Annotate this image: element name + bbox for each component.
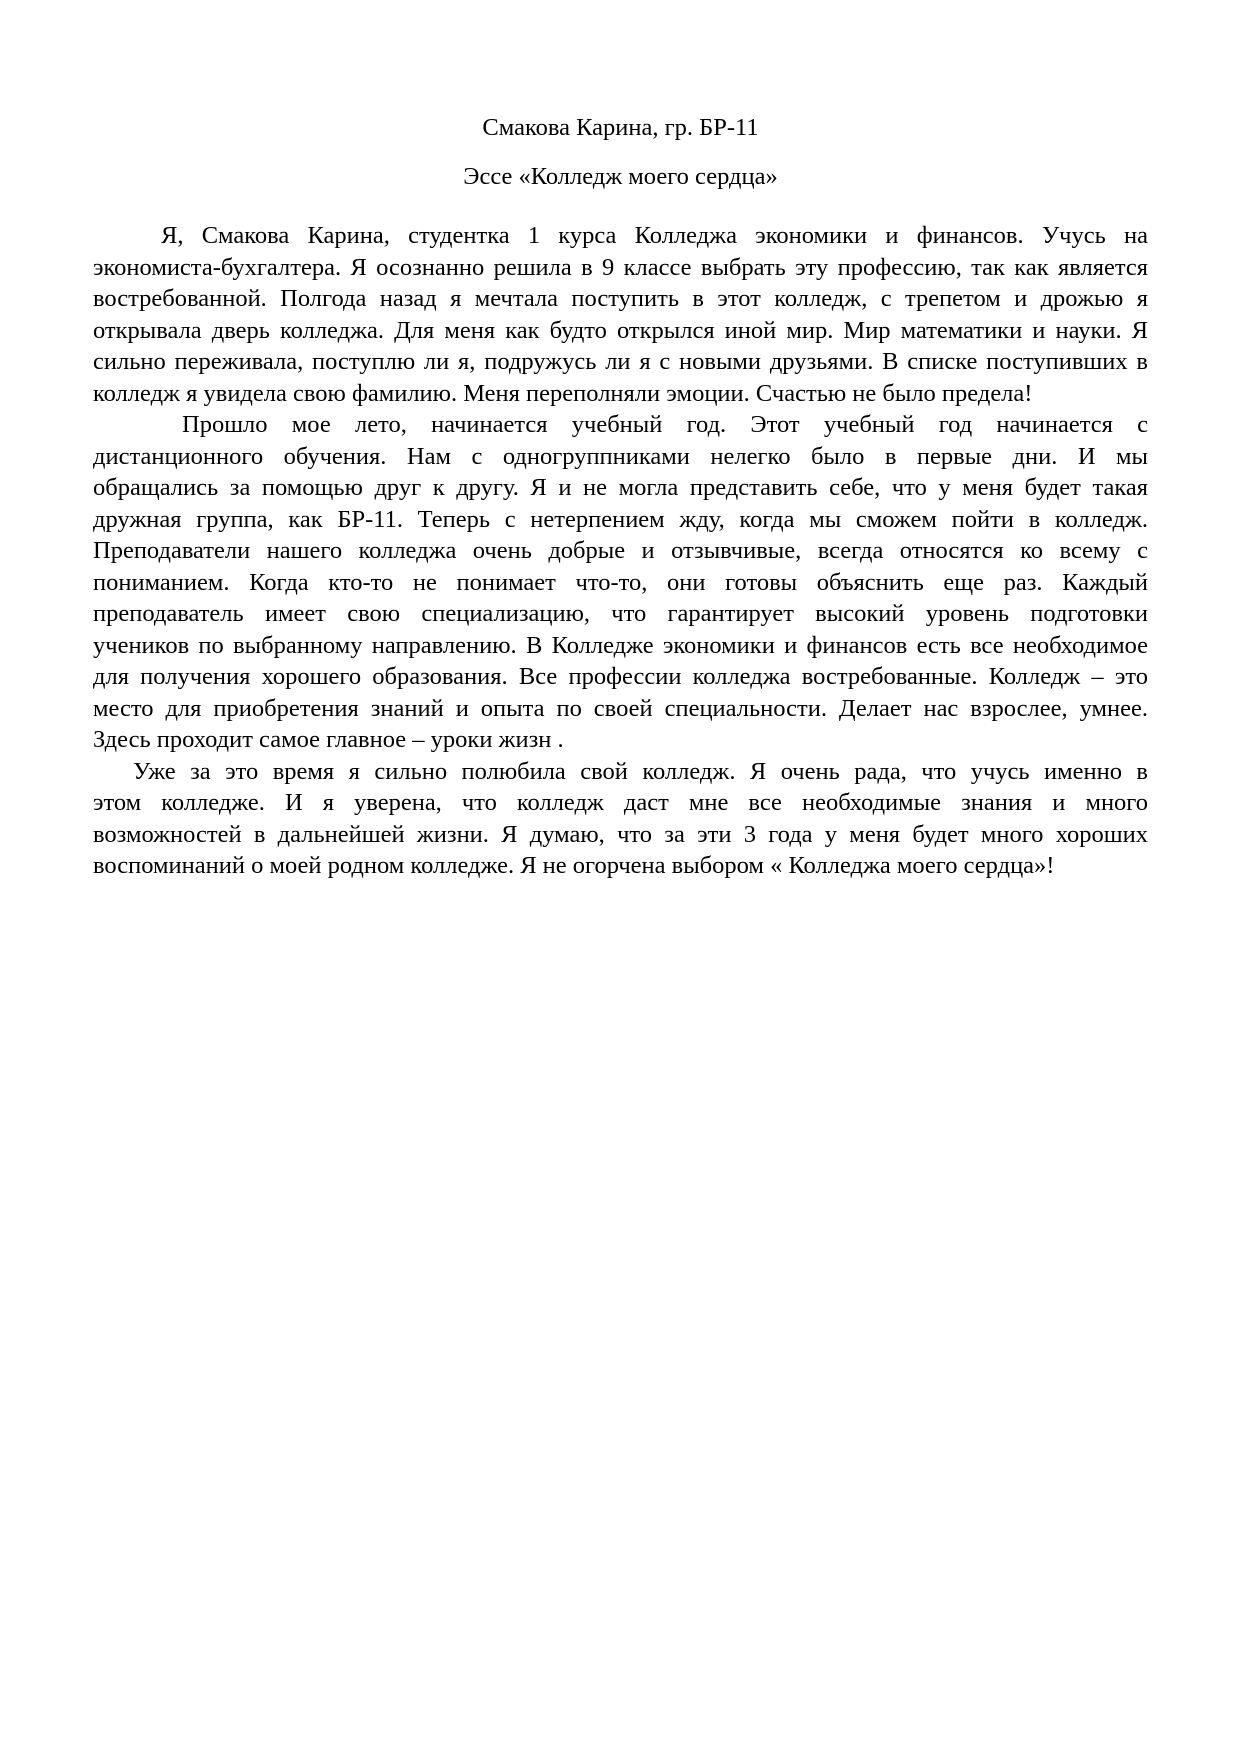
essay-line: дистанционного обучения. Нам с одногруппниками нелегко было в первые дни. И мы	[93, 442, 1148, 470]
essay-title: Эссе «Колледж моего сердца»	[463, 162, 778, 190]
essay-line: открывала дверь колледжа. Для меня как будто открылся иной мир. Мир математики и науки. Я	[93, 316, 1148, 344]
essay-line: преподаватель имеет свою специализацию, что гарантирует высокий уровень подготовки	[93, 600, 1148, 627]
essay-line: колледж я увидела свою фамилию. Меня переполняли эмоции. Счастью не было предела!	[93, 379, 1033, 407]
essay-line: экономиста-бухгалтера. Я осознанно решила в 9 классе выбрать эту профессию, так как является	[93, 253, 1148, 281]
essay-paragraph-3	[93, 756, 1148, 882]
essay-paragraph-1	[93, 220, 1148, 409]
essay-line: воспоминаний о моей родном колледже. Я не огорчена выбором « Колледжа моего сердца»!	[93, 852, 1055, 879]
essay-line: Преподаватели нашего колледжа очень добрые и отзывчивые, всегда относятся ко всему с	[93, 537, 1148, 564]
essay-line: возможностей в дальнейшей жизни. Я думаю, что за эти 3 года у меня будет много хороших	[93, 820, 1148, 848]
essay-line: место для приобретения знаний и опыта по своей специальности. Делает нас взрослее, умнее.	[93, 694, 1148, 722]
essay-line: дружная группа, как БР-11. Теперь с нетерпением жду, когда мы сможем пойти в колледж.	[93, 505, 1148, 533]
author-line: Смакова Карина, гр. БР-11	[482, 114, 759, 141]
essay-line: Здесь проходит самое главное – уроки жизн .	[93, 726, 564, 753]
essay-paragraph-2	[93, 409, 1148, 756]
essay-body	[93, 220, 1148, 882]
essay-line: учеников по выбранному направлению. В Колледже экономики и финансов есть все необходимое	[93, 631, 1148, 659]
essay-line: обращались за помощью друг к другу. Я и не могла представить себе, что у меня будет такая	[93, 474, 1148, 501]
essay-line: для получения хорошего образования. Все профессии колледжа востребованные. Колледж – это	[93, 663, 1148, 690]
essay-line: Я, Смакова Карина, студентка 1 курса Колледжа экономики и финансов. Учусь на	[161, 222, 1148, 249]
essay-line: пониманием. Когда кто-то не понимает что-то, они готовы объяснить еще раз. Каждый	[93, 568, 1148, 596]
essay-line: востребованной. Полгода назад я мечтала поступить в этот колледж, с трепетом и дрожью я	[93, 285, 1148, 312]
essay-content	[93, 112, 1148, 882]
essay-line: этом колледже. И я уверена, что колледж даст мне все необходимые знания и много	[93, 789, 1148, 816]
essay-line: Прошло мое лето, начинается учебный год. Этот учебный год начинается с	[182, 411, 1148, 438]
essay-line: сильно переживала, поступлю ли я, подружусь ли я с новыми друзьями. В списке поступивших в	[93, 348, 1148, 375]
essay-line: Уже за это время я сильно полюбила свой колледж. Я очень рада, что учусь именно в	[133, 757, 1148, 785]
